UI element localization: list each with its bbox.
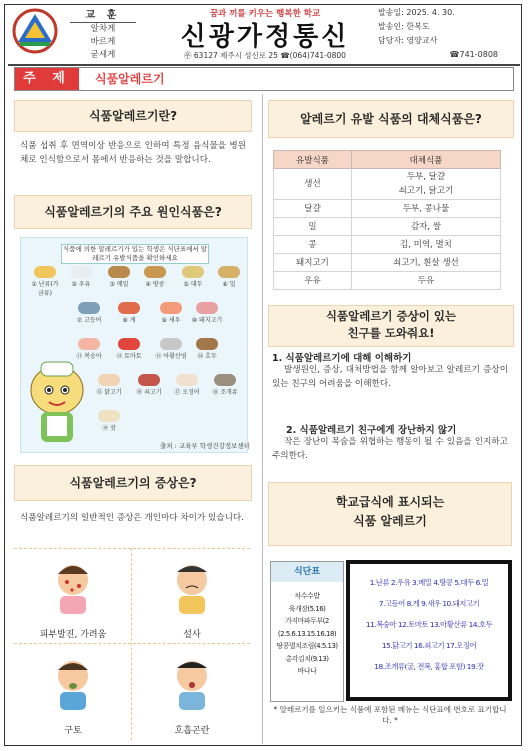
allergen-food-item xyxy=(191,338,223,360)
school-address: ㉾ 63127 제주시 성신로 25 ☎(064)741-0800 xyxy=(184,51,346,60)
table-row xyxy=(274,169,501,200)
allergen-food-item xyxy=(93,374,125,396)
substitute-rows xyxy=(274,169,501,290)
food-icon xyxy=(176,374,198,386)
food-icon xyxy=(118,338,140,350)
definition-text: 식품 섭취 후 면역이상 반응으로 인하여 특정 음식물을 병원체로 인식함으로서 몸에서 반응하는 것을 말합니다. xyxy=(20,141,246,165)
allergen-legend-lines xyxy=(350,564,508,677)
motto-line: 바르게 xyxy=(90,37,116,47)
food-icon xyxy=(98,410,120,422)
allergen-food-item xyxy=(29,266,61,297)
sender: 발송인: 한복도 xyxy=(378,22,430,31)
table-row xyxy=(274,254,501,272)
send-date: 발송일: 2025. 4. 30. xyxy=(378,8,455,17)
food-label: ⑬ 아황산염 xyxy=(155,353,187,360)
school-motto xyxy=(70,6,136,64)
table-row xyxy=(274,236,501,254)
menu-item: 땅콩멸치조림(4.5.13) xyxy=(276,642,338,650)
substitute-food-cell: 두부, 달걀 쇠고기, 닭고기 xyxy=(351,169,500,200)
menu-note: * 알레르기를 일으키는 식품에 포함된 메뉴는 식단표에 번호로 표기합니다. * xyxy=(273,705,507,725)
food-icon xyxy=(144,266,166,278)
food-icon xyxy=(218,266,240,278)
trigger-food-cell: 달걀 xyxy=(274,200,352,218)
motto-title: 교 훈 xyxy=(70,6,136,23)
tagline: 꿈과 끼를 키우는 행복한 학교 xyxy=(209,9,321,19)
menu-item: 바나나 xyxy=(297,667,317,675)
substitute-food-cell: 김, 미역, 멸치 xyxy=(351,236,500,254)
school-logo xyxy=(12,8,58,54)
food-label: ⑯ 쇠고기 xyxy=(136,389,162,396)
substitute-heading: 알레르기 유발 식품의 대체식품은? xyxy=(268,100,514,138)
motto-line: 굳세게 xyxy=(90,50,116,60)
contact: 담당자: 영양교사 xyxy=(378,36,438,45)
menu-heading-line: 학교급식에 표시되는 xyxy=(335,495,445,509)
help-heading xyxy=(268,305,514,347)
food-label: ⑩ 돼지고기 xyxy=(191,317,223,324)
skin-rash-illustration xyxy=(48,560,98,616)
poster-source: 출처 : 교육부 학생건강정보센터 xyxy=(159,442,250,450)
cause-heading: 식품알레르기의 주요 원인식품은? xyxy=(14,195,252,229)
allergen-food-item xyxy=(155,302,187,324)
motto-line: 알차게 xyxy=(90,24,116,34)
allergen-food-item xyxy=(93,410,125,432)
allergen-food-item xyxy=(191,302,223,324)
allergen-legend xyxy=(346,560,512,701)
symptom-label: 호흡곤란 xyxy=(174,726,210,736)
food-icon xyxy=(78,302,100,314)
help-heading-line: 친구를 도와줘요! xyxy=(347,326,435,340)
allergen-legend-line: 15.닭고기 16.쇠고기 17.오징어 xyxy=(381,641,477,650)
substitute-food-cell: 감자, 쌀 xyxy=(351,218,500,236)
food-icon xyxy=(108,266,130,278)
food-icon xyxy=(160,302,182,314)
menu-section-heading xyxy=(268,482,512,546)
food-label: ⑲ 잣 xyxy=(102,425,116,432)
substitute-food-cell: 쇠고기, 흰살 생선 xyxy=(351,254,500,272)
food-label: ⑪ 복숭아 xyxy=(76,353,102,360)
table-header: 유발식품 xyxy=(274,151,352,169)
table-header: 대체식품 xyxy=(351,151,500,169)
symptom-vomit xyxy=(14,648,132,738)
symptom-diarrhea xyxy=(133,552,251,642)
food-label: ⑮ 닭고기 xyxy=(96,389,122,396)
trigger-food-cell: 생선 xyxy=(274,169,352,200)
symptom-skin xyxy=(14,552,132,642)
menu-item: 가지마파두부(2 xyxy=(285,617,329,625)
trigger-food-cell: 돼지고기 xyxy=(274,254,352,272)
allergen-food-item xyxy=(139,266,171,288)
menu-title: 식단표 xyxy=(271,562,343,582)
allergen-food-item xyxy=(171,374,203,396)
sample-menu xyxy=(270,561,344,702)
food-icon xyxy=(98,374,120,386)
subject-label: 주 제 xyxy=(15,68,79,90)
column-divider xyxy=(262,94,263,744)
menu-item: 총각김치(9.13) xyxy=(285,654,329,663)
menu-items xyxy=(271,582,343,678)
food-icon xyxy=(196,302,218,314)
food-icon xyxy=(118,302,140,314)
food-label: ③ 메밀 xyxy=(109,281,129,288)
allergen-food-item xyxy=(177,266,209,288)
subject-bar xyxy=(14,67,514,91)
table-row xyxy=(274,218,501,236)
allergen-legend-line: 1.난류 2.우유 3.메밀 4.땅콩 5.대두 6.밀 xyxy=(369,578,489,587)
food-icon xyxy=(196,338,218,350)
food-icon xyxy=(138,374,160,386)
food-label: ① 난류(가금류) xyxy=(31,281,59,297)
symptom-breathing xyxy=(133,648,251,738)
substitute-food-cell: 두부, 콩나물 xyxy=(351,200,500,218)
symptom-grid-row xyxy=(14,643,250,645)
allergen-food-item xyxy=(155,338,187,360)
food-label: ⑥ 밀 xyxy=(222,281,236,288)
food-label: ⑭ 호두 xyxy=(197,353,217,360)
table-row xyxy=(274,200,501,218)
vomiting-illustration xyxy=(48,656,98,712)
symptom-label: 피부발진, 가려움 xyxy=(39,630,107,640)
menu-heading-line: 식품 알레르기 xyxy=(353,514,427,528)
symptom-label: 구토 xyxy=(64,726,82,736)
header-divider xyxy=(8,64,520,66)
food-icon xyxy=(214,374,236,386)
symptom-label: 설사 xyxy=(183,630,201,640)
food-label: ⑦ 고등어 xyxy=(76,317,102,324)
food-icon xyxy=(182,266,204,278)
table-row xyxy=(274,272,501,290)
menu-item: 육개장(5.16) xyxy=(288,604,326,613)
breathing-difficulty-illustration xyxy=(167,656,217,712)
help-item-1-text: 발생원인, 증상, 대처방법을 함께 알아보고 알레르기 증상이 있는 친구의 어려움을 이해한다. xyxy=(272,365,508,389)
food-icon xyxy=(78,338,100,350)
phone: ☎741-0808 xyxy=(449,50,498,59)
allergen-food-item xyxy=(213,266,245,288)
food-label: ② 우유 xyxy=(71,281,91,288)
help-item-2-title: 2. 식품알레르기 친구에게 장난하지 않기 xyxy=(286,425,457,436)
food-label: ⑨ 새우 xyxy=(161,317,181,324)
food-label: ④ 땅콩 xyxy=(145,281,165,288)
send-info xyxy=(378,6,518,62)
menu-item: (2.5.6.13.15.16.18) xyxy=(277,629,337,638)
mascot-illustration xyxy=(23,356,91,448)
food-label: ⑰ 오징어 xyxy=(174,389,200,396)
food-icon xyxy=(160,338,182,350)
help-item-1-title: 1. 식품알레르기에 대해 이해하기 xyxy=(272,353,412,364)
poster-heading: 식품에 의한 알레르기가 있는 학생은 식단표에서 알레르기 유발식품을 확인하세요 xyxy=(62,245,208,262)
help-item-2-text: 작은 장난이 목숨을 위협하는 행동이 될 수 있음을 인지하고 주의한다. xyxy=(272,437,508,461)
food-label: ⑫ 토마토 xyxy=(116,353,142,360)
food-icon xyxy=(34,266,56,278)
food-icon xyxy=(70,266,92,278)
symptom-text: 식품알레르기의 일반적인 증상은 개인마다 차이가 있습니다. xyxy=(20,513,244,523)
food-label: ⑧ 게 xyxy=(122,317,136,324)
allergen-legend-line: 18.조개류(굴, 전복, 홍합 포함) 19.잣 xyxy=(374,662,484,671)
help-heading-line: 식품알레르기 증상이 있는 xyxy=(325,309,457,323)
allergen-legend-line: 11.복숭아 12.토마토 13.아황산류 14.호두 xyxy=(365,620,493,629)
trigger-food-cell: 밀 xyxy=(274,218,352,236)
allergen-food-item xyxy=(73,302,105,324)
menu-item: 차수수밥 xyxy=(294,592,320,600)
allergen-food-item xyxy=(65,266,97,288)
substitute-food-cell: 두유 xyxy=(351,272,500,290)
definition-heading: 식품알레르기란? xyxy=(14,100,252,132)
allergen-legend-line: 7.고등어 8.게 9.새우 10.돼지고기 xyxy=(378,599,480,608)
food-label: ⑱ 조개류 xyxy=(212,389,238,396)
subject-text: 식품알레르기 xyxy=(95,72,165,86)
symptom-heading: 식품알레르기의 증상은? xyxy=(14,465,252,501)
allergen-food-item xyxy=(113,338,145,360)
trigger-food-cell: 우유 xyxy=(274,272,352,290)
allergen-food-item xyxy=(133,374,165,396)
food-label: ⑤ 대두 xyxy=(183,281,203,288)
allergen-food-item xyxy=(103,266,135,288)
allergen-poster xyxy=(20,237,248,453)
substitute-table xyxy=(273,150,501,290)
diarrhea-illustration xyxy=(167,560,217,616)
trigger-food-cell: 콩 xyxy=(274,236,352,254)
allergen-food-item xyxy=(113,302,145,324)
allergen-food-item xyxy=(209,374,241,396)
newsletter-title: 신광가정통신 xyxy=(180,22,350,52)
